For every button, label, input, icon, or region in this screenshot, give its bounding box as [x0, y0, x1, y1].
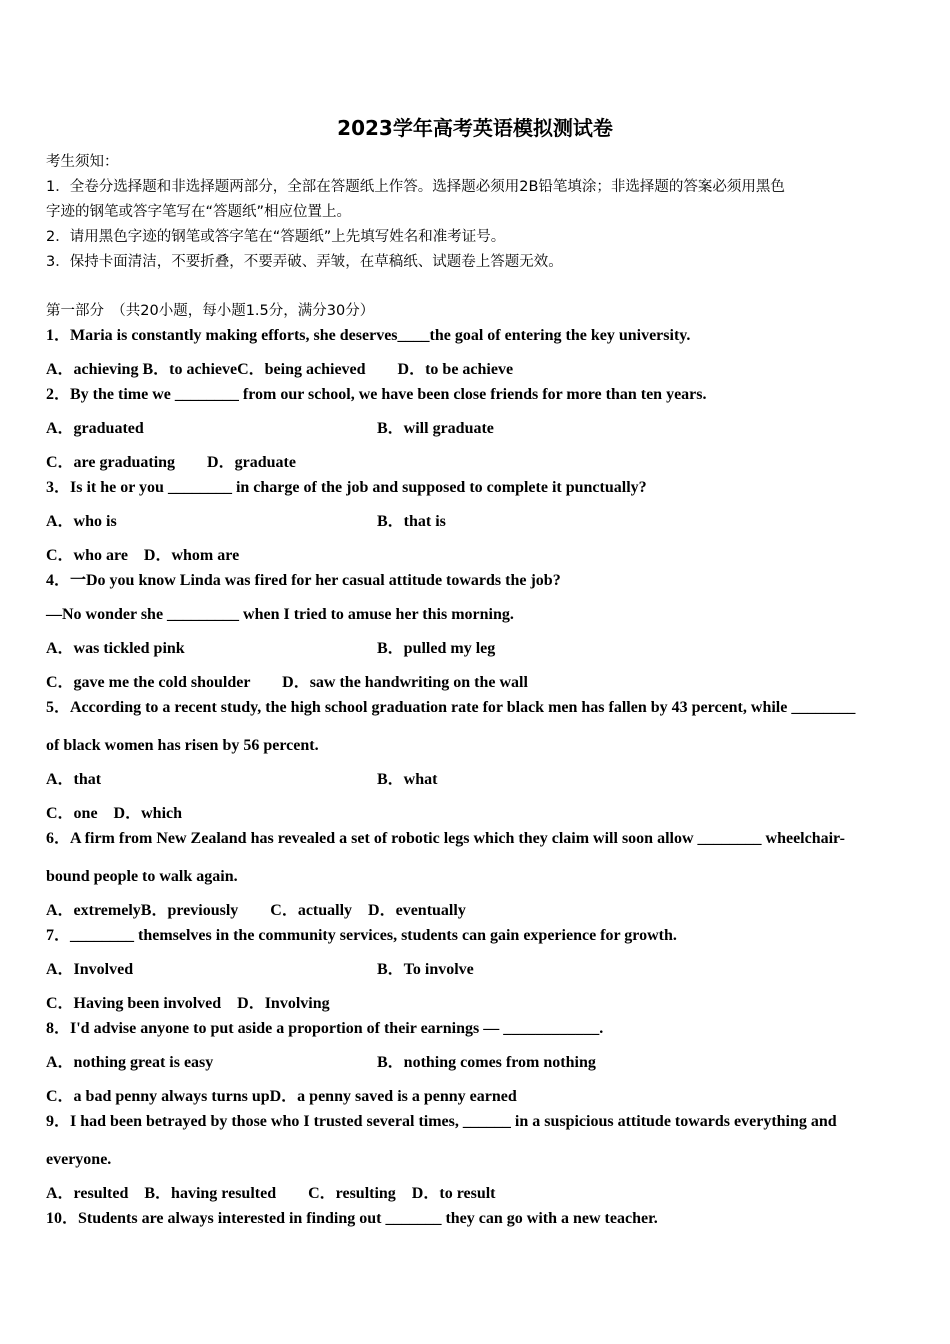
question-3-stem: 3．Is it he or you ________ in charge of the job and supposed to complete it punctually? [46, 479, 647, 496]
question-3-option-a: A．who is [46, 513, 117, 530]
question-4-stem-1: 4．一Do you know Linda was fired for her casual attitude towards the job? [46, 572, 561, 589]
question-6-stem-1: 6．A firm from New Zealand has revealed a set of robotic legs which they claim will soon allow ________ wheelchair- [46, 830, 845, 847]
question-1-options: A．achieving B．to achieveC．being achieved D．to be achieve [46, 361, 514, 378]
page-title: 2023学年高考英语模拟测试卷 [337, 116, 613, 140]
question-5-option-b: B．what [377, 771, 438, 788]
question-4-option-b: B．pulled my leg [377, 640, 496, 657]
notice-line-1: 1．全卷分选择题和非选择题两部分，全部在答题纸上作答。选择题必须用2B铅笔填涂；非选择题的答案必须用黑色 [46, 179, 785, 195]
question-2-stem: 2．By the time we ________ from our school, we have been close friends for more than ten years. [46, 386, 707, 403]
question-9-stem-1: 9．I had been betrayed by those who I trusted several times, ______ in a suspicious attitude towards everything and [46, 1113, 837, 1130]
section-heading: 第一部分 （共20小题，每小题1.5分，满分30分） [46, 303, 375, 319]
question-7-option-cd: C．Having been involved D．Involving [46, 995, 330, 1012]
question-2-option-cd: C．are graduating D．graduate [46, 454, 296, 471]
question-9-options: A．resulted B．having resulted C．resulting D．to result [46, 1185, 496, 1202]
notice-line-4: 3．保持卡面清洁，不要折叠，不要弄破、弄皱，在草稿纸、试题卷上答题无效。 [46, 254, 563, 270]
question-1-stem: 1．Maria is constantly making efforts, she deserves____the goal of entering the key university. [46, 327, 691, 344]
question-7-option-b: B．To involve [377, 961, 474, 978]
notice-heading: 考生须知： [46, 154, 119, 170]
question-2-option-b: B．will graduate [377, 420, 494, 437]
question-6-stem-2: bound people to walk again. [46, 868, 238, 885]
question-6-options: A．extremelyB．previously C．actually D．eventually [46, 902, 466, 919]
question-4-option-cd: C．gave me the cold shoulder D．saw the handwriting on the wall [46, 674, 528, 691]
question-2-option-a: A．graduated [46, 420, 144, 437]
question-5-stem-2: of black women has risen by 56 percent. [46, 737, 319, 754]
question-10-stem: 10．Students are always interested in finding out _______ they can go with a new teacher. [46, 1210, 658, 1227]
question-5-option-a: A．that [46, 771, 102, 788]
question-4-option-a: A．was tickled pink [46, 640, 185, 657]
notice-line-2: 字迹的钢笔或答字笔写在“答题纸”相应位置上。 [46, 204, 352, 220]
notice-line-3: 2．请用黑色字迹的钢笔或答字笔在“答题纸”上先填写姓名和准考证号。 [46, 229, 506, 245]
question-8-option-cd: C．a bad penny always turns upD．a penny saved is a penny earned [46, 1088, 517, 1105]
question-3-option-b: B．that is [377, 513, 446, 530]
question-4-stem-2: —No wonder she _________ when I tried to amuse her this morning. [46, 606, 514, 623]
question-7-stem: 7．________ themselves in the community services, students can gain experience for growth. [46, 927, 677, 944]
question-5-option-cd: C．one D．which [46, 805, 183, 822]
question-7-option-a: A．Involved [46, 961, 134, 978]
question-8-option-b: B．nothing comes from nothing [377, 1054, 596, 1071]
question-8-stem: 8．I'd advise anyone to put aside a proportion of their earnings — ____________. [46, 1020, 604, 1037]
question-5-stem-1: 5．According to a recent study, the high school graduation rate for black men has fallen by 43 percent, while ________ [46, 699, 856, 716]
question-9-stem-2: everyone. [46, 1151, 112, 1168]
question-3-option-cd: C．who are D．whom are [46, 547, 240, 564]
question-8-option-a: A．nothing great is easy [46, 1054, 214, 1071]
